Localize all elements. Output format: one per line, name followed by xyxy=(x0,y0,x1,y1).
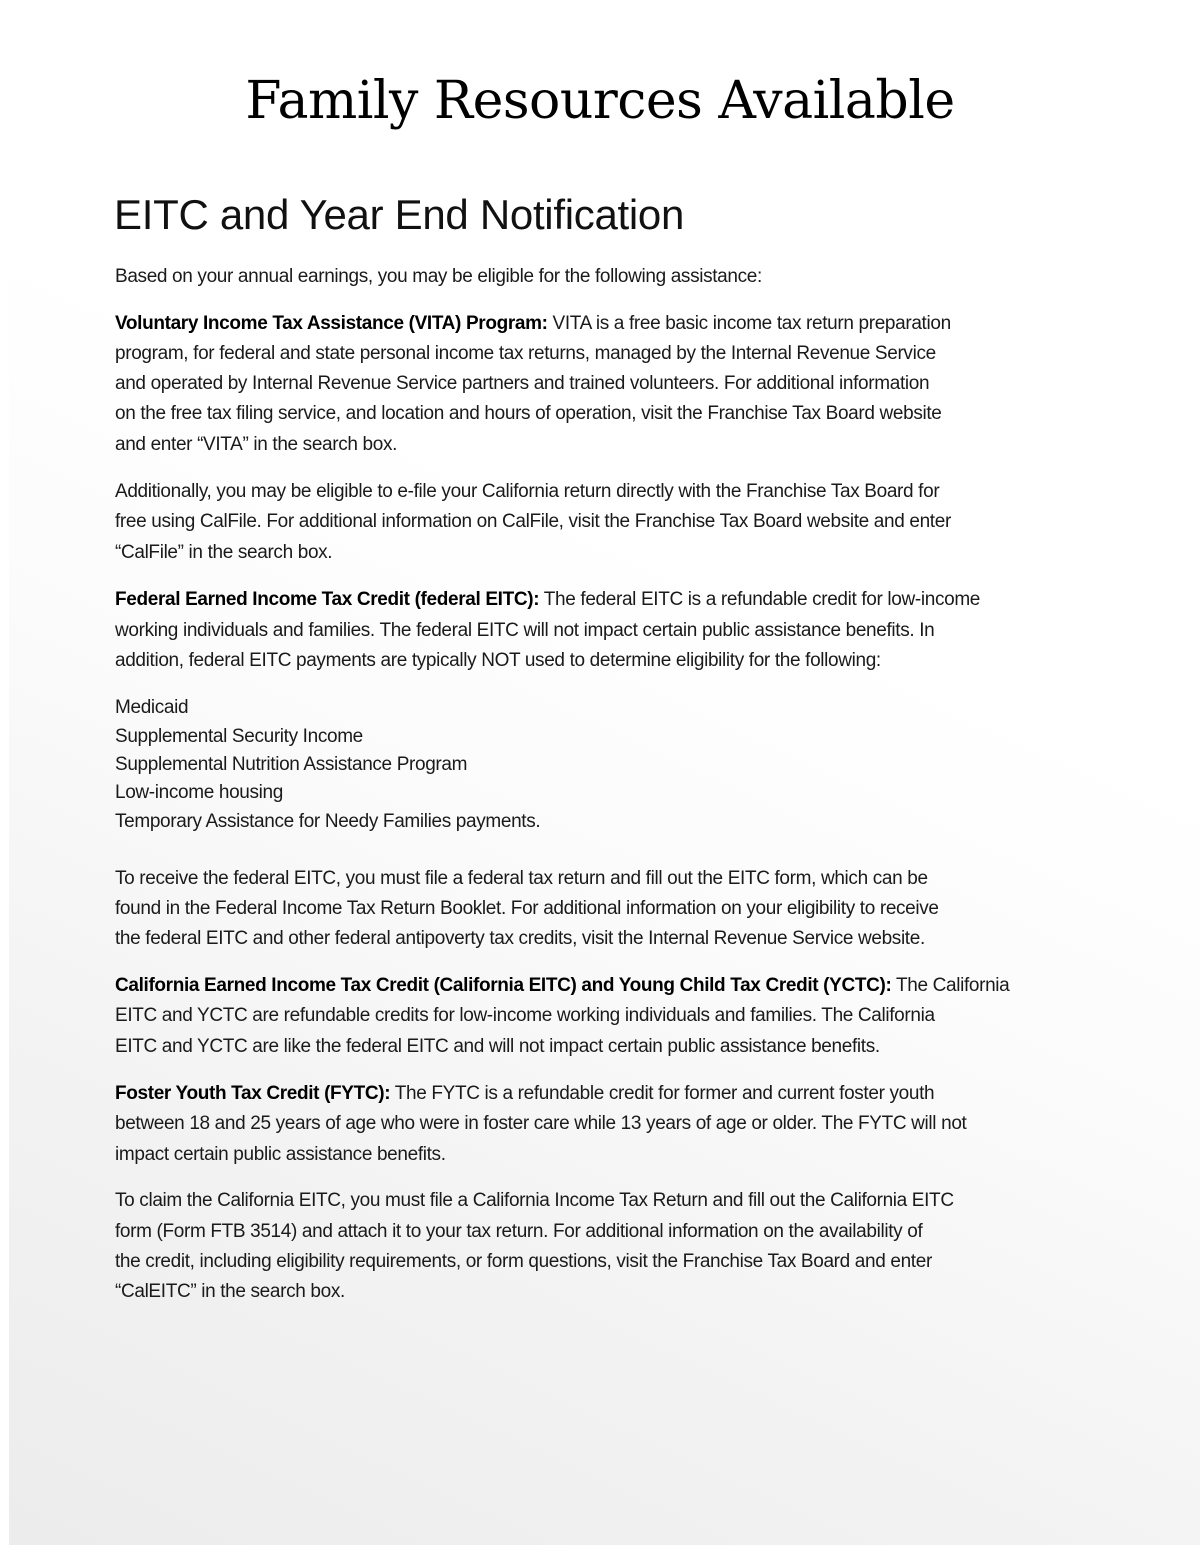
claim-california-paragraph-line xyxy=(115,1186,1100,1216)
california-eitc-text: EITC and YCTC are like the federal EITC and will not impact certain public assistance benefits. xyxy=(115,1036,880,1057)
vita-text: on the free tax filing service, and location and hours of operation, visit the Franchise Tax Board website xyxy=(115,403,942,424)
fytc-paragraph-line xyxy=(115,1109,1100,1139)
california-eitc-label: California Earned Income Tax Credit (California EITC) and Young Child Tax Credit (YCTC): xyxy=(115,975,892,996)
vita-text: and enter “VITA” in the search box. xyxy=(115,434,398,455)
program-list-item xyxy=(115,807,1100,837)
vita-paragraph-line xyxy=(115,309,1100,339)
program-list-item xyxy=(115,722,1100,752)
program-name: Supplemental Security Income xyxy=(115,726,363,747)
receive-federal-text: To receive the federal EITC, you must file a federal tax return and fill out the EITC form, which can be xyxy=(115,868,928,889)
program-list-item xyxy=(115,750,1100,780)
calfile-text: “CalFile” in the search box. xyxy=(115,542,333,563)
program-list-item xyxy=(115,693,1100,723)
intro-text xyxy=(115,262,1100,292)
calfile-paragraph-line xyxy=(115,477,1100,507)
federal-eitc-paragraph-line xyxy=(115,646,1100,676)
fytc-paragraph-line xyxy=(115,1140,1100,1170)
claim-california-paragraph-line xyxy=(115,1217,1100,1247)
receive-federal-paragraph-line xyxy=(115,924,1100,954)
california-eitc-paragraph-line xyxy=(115,1001,1100,1031)
federal-eitc-text: addition, federal EITC payments are typically NOT used to determine eligibility for the following: xyxy=(115,650,881,671)
claim-california-text: To claim the California EITC, you must file a California Income Tax Return and fill out the California EITC xyxy=(115,1190,954,1211)
fytc-paragraph-line xyxy=(115,1079,1100,1109)
vita-text: and operated by Internal Revenue Service partners and trained volunteers. For additional information xyxy=(115,373,930,394)
receive-federal-paragraph-line xyxy=(115,864,1100,894)
federal-eitc-paragraph-line xyxy=(115,585,1100,615)
program-name: Temporary Assistance for Needy Families payments. xyxy=(115,811,541,832)
vita-paragraph-line xyxy=(115,369,1100,399)
claim-california-text: form (Form FTB 3514) and attach it to your tax return. For additional information on the availability of xyxy=(115,1221,923,1242)
california-eitc-text: The California xyxy=(891,975,1010,996)
fytc-text: impact certain public assistance benefits. xyxy=(115,1144,446,1165)
federal-eitc-text: The federal EITC is a refundable credit for low-income xyxy=(539,589,981,610)
program-name: Medicaid xyxy=(115,697,189,718)
program-name: Supplemental Nutrition Assistance Program xyxy=(115,754,468,775)
calfile-paragraph-line xyxy=(115,538,1100,568)
page-title: Family Resources Available xyxy=(245,71,955,131)
intro-line: Based on your annual earnings, you may be eligible for the following assistance: xyxy=(115,266,762,287)
receive-federal-paragraph-line xyxy=(115,894,1100,924)
vita-label: Voluntary Income Tax Assistance (VITA) Program: xyxy=(115,313,548,334)
vita-paragraph-line xyxy=(115,339,1100,369)
claim-california-paragraph-line xyxy=(115,1247,1100,1277)
program-name: Low-income housing xyxy=(115,782,283,803)
receive-federal-text: found in the Federal Income Tax Return Booklet. For additional information on your eligibility to receive xyxy=(115,898,939,919)
federal-eitc-paragraph-line xyxy=(115,616,1100,646)
federal-eitc-label: Federal Earned Income Tax Credit (federal EITC): xyxy=(115,589,540,610)
receive-federal-text: the federal EITC and other federal antipoverty tax credits, visit the Internal Revenue Service website. xyxy=(115,928,925,949)
fytc-text: between 18 and 25 years of age who were in foster care while 13 years of age or older. The FYTC will not xyxy=(115,1113,967,1134)
claim-california-text: “CalEITC” in the search box. xyxy=(115,1281,345,1302)
calfile-paragraph-line xyxy=(115,507,1100,537)
claim-california-text: the credit, including eligibility requirements, or form questions, visit the Franchise Tax Board and enter xyxy=(115,1251,932,1272)
fytc-label: Foster Youth Tax Credit (FYTC): xyxy=(115,1083,391,1104)
california-eitc-paragraph-line xyxy=(115,971,1100,1001)
california-eitc-paragraph-line xyxy=(115,1032,1100,1062)
federal-eitc-text: working individuals and families. The federal EITC will not impact certain public assistance benefits. In xyxy=(115,620,935,641)
calfile-text: free using CalFile. For additional information on CalFile, visit the Franchise Tax Board website and enter xyxy=(115,511,951,532)
fytc-text: The FYTC is a refundable credit for former and current foster youth xyxy=(390,1083,935,1104)
vita-paragraph-line xyxy=(115,399,1100,429)
claim-california-paragraph-line xyxy=(115,1277,1100,1307)
california-eitc-text: EITC and YCTC are refundable credits for low-income working individuals and families. The California xyxy=(115,1005,935,1026)
vita-paragraph-line xyxy=(115,430,1100,460)
vita-text: program, for federal and state personal income tax returns, managed by the Internal Revenue Service xyxy=(115,343,936,364)
vita-text: VITA is a free basic income tax return preparation xyxy=(547,313,951,334)
section-heading: EITC and Year End Notification xyxy=(114,191,685,238)
program-list-item xyxy=(115,778,1100,808)
calfile-text: Additionally, you may be eligible to e-file your California return directly with the Franchise Tax Board for xyxy=(115,481,940,502)
